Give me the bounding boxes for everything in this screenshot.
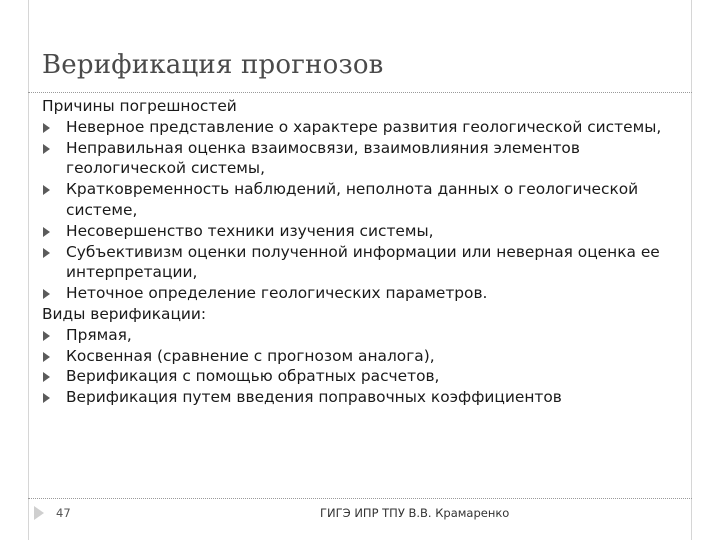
title-divider bbox=[28, 92, 692, 93]
list-item bbox=[42, 346, 682, 367]
slide-border-right bbox=[691, 0, 692, 540]
bullet-triangle-icon bbox=[43, 185, 50, 195]
slide-title: Верификация прогнозов bbox=[42, 50, 384, 80]
list-item bbox=[42, 366, 682, 387]
bullet-triangle-icon bbox=[43, 144, 50, 154]
footer-divider bbox=[28, 498, 692, 499]
bullet-triangle-icon bbox=[43, 248, 50, 258]
bullet-triangle-icon bbox=[43, 227, 50, 237]
list-item-text: Неверное представление о характере развития геологической системы, bbox=[66, 117, 662, 136]
list-item bbox=[42, 387, 682, 408]
list-item bbox=[42, 283, 682, 304]
list-item-text: Косвенная (сравнение с прогнозом аналога), bbox=[66, 346, 435, 365]
list-item-text: Верификация с помощью обратных расчетов, bbox=[66, 367, 440, 386]
section-heading-verification-types: Виды верификации: bbox=[42, 304, 207, 323]
page-number: 47 bbox=[56, 506, 71, 520]
list-item bbox=[42, 242, 682, 284]
bullet-triangle-icon bbox=[43, 123, 50, 133]
list-item-text: Кратковременность наблюдений, неполнота данных о геологической системе, bbox=[66, 180, 639, 219]
list-item bbox=[42, 221, 682, 242]
list-item bbox=[42, 325, 682, 346]
slide-border-left bbox=[28, 0, 29, 540]
list-item-text: Неточное определение геологических параметров. bbox=[66, 284, 488, 303]
bullet-triangle-icon bbox=[43, 352, 50, 362]
slide-content bbox=[42, 96, 682, 408]
list-item bbox=[42, 138, 682, 180]
list-item-text: Неправильная оценка взаимосвязи, взаимовлияния элементов геологической системы, bbox=[66, 138, 580, 178]
list-item-text: Верификация путем введения поправочных коэффициентов bbox=[66, 388, 562, 407]
bullet-triangle-icon bbox=[43, 393, 50, 403]
list-item bbox=[42, 117, 682, 138]
list-item-text: Прямая, bbox=[66, 325, 132, 344]
footer-triangle-icon bbox=[34, 506, 44, 520]
list-item-text: Субъективизм оценки полученной информации или неверная оценка ее интерпретации, bbox=[66, 242, 660, 282]
list-item-text: Несовершенство техники изучения системы, bbox=[66, 221, 434, 240]
section-heading-causes: Причины погрешностей bbox=[42, 97, 237, 115]
list-item bbox=[42, 179, 682, 221]
footer-author: ГИГЭ ИПР ТПУ В.В. Крамаренко bbox=[320, 506, 510, 520]
bullet-triangle-icon bbox=[43, 289, 50, 299]
bullet-triangle-icon bbox=[43, 331, 50, 341]
bullet-triangle-icon bbox=[43, 372, 50, 382]
